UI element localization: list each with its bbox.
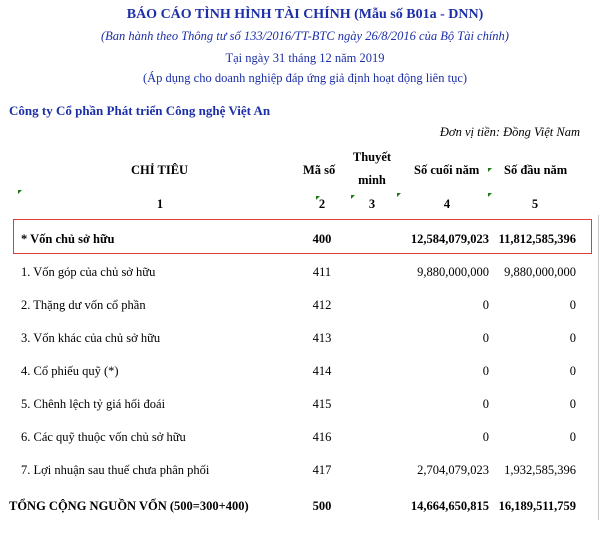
row-label: 7. Lợi nhuận sau thuế chưa phân phối: [21, 463, 210, 477]
cell-marker-icon: [316, 196, 320, 200]
table-row: [0, 232, 610, 264]
row-end-value: 9,880,000,000: [417, 265, 489, 279]
table-row-total: [0, 499, 610, 531]
row-end-value: 2,704,079,023: [417, 463, 489, 477]
row-code: 415: [312, 397, 332, 411]
column-number: 5: [531, 197, 539, 211]
row-label: 5. Chênh lệch tỷ giá hối đoái: [21, 397, 166, 411]
total-end-value: 14,664,650,815: [410, 499, 489, 513]
row-code: 413: [312, 331, 332, 345]
header-beginning-of-year: Số đầu năm: [504, 163, 568, 177]
column-number: 1: [156, 197, 164, 211]
column-number: 2: [318, 197, 326, 211]
total-label: TỔNG CỘNG NGUỒN VỐN (500=300+400): [9, 499, 249, 513]
report-issued-note: (Ban hành theo Thông tư số 133/2016/TT-BTC ngày 26/8/2016 của Bộ Tài chính): [101, 29, 509, 43]
row-end-value: 12,584,079,023: [410, 232, 489, 246]
total-code: 500: [312, 499, 332, 513]
row-begin-value: 0: [569, 331, 576, 345]
row-label: 6. Các quỹ thuộc vốn chủ sở hữu: [21, 430, 186, 444]
report-date: Tại ngày 31 tháng 12 năm 2019: [225, 51, 385, 65]
row-code: 412: [312, 298, 332, 312]
row-begin-value: 1,932,585,396: [504, 463, 576, 477]
row-begin-value: 0: [569, 397, 576, 411]
row-code: 414: [312, 364, 332, 378]
cell-marker-icon: [18, 190, 22, 194]
header-note-line1: Thuyết: [352, 150, 392, 164]
table-row: [0, 463, 610, 495]
table-row: [0, 265, 610, 297]
column-number: 4: [443, 197, 451, 211]
row-begin-value: 0: [569, 298, 576, 312]
row-end-value: 0: [482, 430, 489, 444]
row-code: 411: [312, 265, 332, 279]
row-begin-value: 11,812,585,396: [498, 232, 576, 246]
table-row: [0, 430, 610, 462]
row-label: 3. Vốn khác của chủ sở hữu: [21, 331, 161, 345]
header-end-of-year: Số cuối năm: [414, 163, 480, 177]
row-end-value: 0: [482, 364, 489, 378]
table-row: [0, 397, 610, 429]
currency-unit: Đơn vị tiền: Đồng Việt Nam: [439, 125, 580, 139]
table-row: [0, 364, 610, 396]
table-row: [0, 298, 610, 330]
total-begin-value: 16,189,511,759: [498, 499, 576, 513]
row-label: 4. Cổ phiếu quỹ (*): [21, 364, 119, 378]
row-label: 1. Vốn góp của chủ sở hữu: [21, 265, 156, 279]
cell-marker-icon: [397, 193, 401, 197]
header-code: Mã số: [303, 163, 336, 177]
row-end-value: 0: [482, 331, 489, 345]
table-row: [0, 331, 610, 363]
row-code: 400: [312, 232, 332, 246]
row-code: 417: [312, 463, 332, 477]
column-number: 3: [368, 197, 376, 211]
row-label: * Vốn chủ sở hữu: [21, 232, 115, 246]
row-begin-value: 0: [569, 364, 576, 378]
row-begin-value: 9,880,000,000: [504, 265, 576, 279]
header-note-line2: minh: [358, 173, 386, 187]
company-name: Công ty Cổ phần Phát triển Công nghệ Việt An: [9, 103, 271, 118]
row-begin-value: 0: [569, 430, 576, 444]
row-end-value: 0: [482, 397, 489, 411]
cell-marker-icon: [351, 195, 355, 199]
report-applicability: (Áp dụng cho doanh nghiệp đáp ứng giả định hoạt động liên tục): [142, 71, 468, 85]
cell-marker-icon: [488, 168, 492, 172]
cell-marker-icon: [488, 193, 492, 197]
report-title: BÁO CÁO TÌNH HÌNH TÀI CHÍNH (Mẫu số B01a - DNN): [126, 7, 484, 22]
header-indicator: CHỈ TIÊU: [131, 163, 189, 177]
row-code: 416: [312, 430, 332, 444]
row-end-value: 0: [482, 298, 489, 312]
row-label: 2. Thặng dư vốn cổ phần: [21, 298, 146, 312]
